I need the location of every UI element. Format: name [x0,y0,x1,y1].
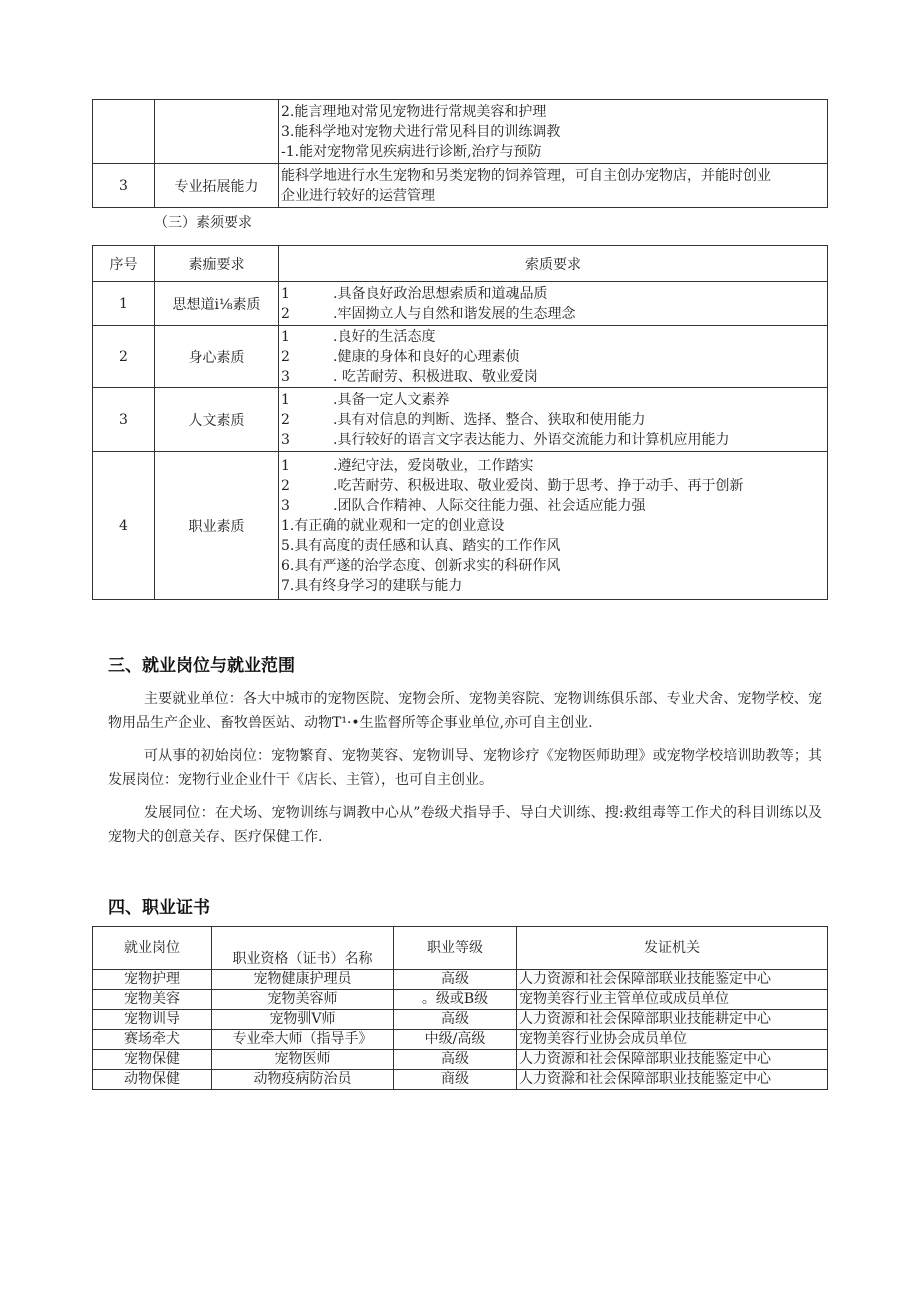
cell-post: 动物保健 [93,1070,212,1090]
list-item: 5.具有高度的责任感和认真、踏实的工作作风 [281,537,561,554]
table-row [93,1030,828,1050]
list-item: 3 .团队合作精神、人际交往能力强、社会适应能力强 [281,497,646,514]
cell-level: 中级/高级 [394,1030,517,1050]
list-item: 2 .吃苦耐劳、积极进取、敬业爱岗、勤于思考、挣于动手、再于创新 [281,477,744,494]
cell-org: 人力资源和社会保障部职业技能鉴定中心 [517,1050,828,1070]
content-line: 能科学地进行水生宠物和另类宠物的饲养管理，可自主创办宠物店，并能时创业 [281,167,771,184]
table-cell-num: 3 [93,388,155,452]
cell-cert: 宠物医师 [212,1050,394,1070]
list-item: 3 . 吃苦耐劳、积极进取、敬业爱岗 [281,368,538,385]
table-cell-name: 身心素质 [155,326,279,388]
quality-subtitle: （三）素须要求 [154,215,252,231]
table-cell-content [279,100,828,164]
table-cell-num: 1 [93,282,155,326]
cell-level: 商级 [394,1070,517,1090]
table-cell-num [93,100,155,164]
table-row [93,1050,828,1070]
quality-table [92,245,828,600]
list-item: 1 .具备一定人文素养 [281,391,450,408]
header-cert: 职业资格（证书）名称 [212,927,394,970]
section-heading-certificates: 四、职业证书 [108,898,210,918]
header-org: 发证机关 [517,927,828,970]
cell-level: 高级 [394,1050,517,1070]
table-cell-name: 思想道i⅛素质 [155,282,279,326]
list-item: 7.具有终身学习的建联与能力 [281,577,463,594]
paragraph-initial-posts: 可从事的初始岗位：宠物繁育、宠物荚容、宠物训导、宠物诊疗《宠物医师助理》或宠物学校培训助教等；其发展岗位：宠物行业企业什干《店长、主管），也可自主创业。 [108,748,822,788]
table-header-row [93,246,828,282]
list-item: 2 .具有对信息的判断、选择、整合、狭取和使用能力 [281,411,646,428]
header-post: 就业岗位 [93,927,212,970]
table-cell-content [279,326,828,388]
table-cell-num: 3 [93,164,155,208]
header-level: 职业等级 [394,927,517,970]
cell-post: 宠物训导 [93,1010,212,1030]
content-line: -1.能对宠物常见疾病进行诊断,治疗与预防 [281,143,542,160]
paragraph-main-units: 主要就业单位：各大中城市的宠物医院、宠物会所、宠物美容院、宠物训练俱乐部、专业犬舍、宠物学校、宠物用品生产企业、畜牧兽医站、动物T¹·•生监督所等企事业单位,亦可自主创业. [108,691,822,731]
cell-cert: 宠物健康护理员 [212,970,394,990]
list-item: 2 .健康的身体和良好的心理素侦 [281,348,520,365]
table-row [93,452,828,600]
certificate-table [92,926,828,1090]
list-item: 3 .具行较好的语言文字表达能力、外语交流能力和计算机应用能力 [281,431,730,448]
cell-cert: 宠物美容师 [212,990,394,1010]
table-cell-name [155,100,279,164]
cell-level: 高级 [394,970,517,990]
table-row [93,1070,828,1090]
header-num: 序号 [93,246,155,282]
list-item: 1 .遵纪守法，爱岗敬业，工作踏实 [281,457,534,474]
list-item: 1 .具备良好政治思想索质和道魂品质 [281,285,548,302]
header-name: 素痂要求 [155,246,279,282]
content-line: 3.能科学地对宠物犬进行常见科目的训练调教 [281,123,561,140]
cell-org: 人力资源和社会保障部职业技能耕定中心 [517,1010,828,1030]
cell-org: 人力资滁和社会保障部职业技能鉴定中心 [517,1070,828,1090]
table-cell-content [279,452,828,600]
table-row [93,282,828,326]
cell-post: 宠物护理 [93,970,212,990]
table-row [93,326,828,388]
ability-table [92,99,828,208]
content-line: 企业进行较好的运营管理 [281,187,435,204]
content-line: 2.能言理地对常见宠物进行常规美容和护理 [281,103,547,120]
table-row [93,1010,828,1030]
table-cell-content [279,388,828,452]
cell-cert: 动物疫病防治员 [212,1070,394,1090]
cell-post: 赛场牵犬 [93,1030,212,1050]
table-cell-name: 专业拓展能力 [155,164,279,208]
table-cell-num: 2 [93,326,155,388]
list-item: 1.有正确的就业观和一定的创业意设 [281,517,505,534]
table-row [93,970,828,990]
table-cell-content [279,282,828,326]
list-item: 2 .牢固拗立人与自然和谐发展的生态理念 [281,305,576,322]
table-header-row [93,927,828,970]
list-item: 1 .良好的生活态度 [281,328,436,345]
cell-cert: 宠物驯V师 [212,1010,394,1030]
cell-org: 人力资源和社会保障部联业技能鉴定中心 [517,970,828,990]
table-row [93,990,828,1010]
table-cell-name: 职业素质 [155,452,279,600]
cell-level: 。级或B级 [394,990,517,1010]
list-item: 6.具有严遂的治学态度、创新求实的科研作风 [281,557,561,574]
cell-org: 宠物美容行业协会成员单位 [517,1030,828,1050]
cell-post: 宠物美容 [93,990,212,1010]
table-row [93,100,828,164]
table-row [93,388,828,452]
table-cell-num: 4 [93,452,155,600]
paragraph-development: 发展同位：在犬场、宠物训练与调教中心从”卷级犬指导手、导白犬训练、搜:救组毒等工作犬的科目训练以及宠物犬的创意关存、医疗保健工作. [108,805,822,845]
table-cell-name: 人文素质 [155,388,279,452]
table-cell-content [279,164,828,208]
table-row [93,164,828,208]
header-content: 索质要求 [279,246,828,282]
cell-cert: 专业牵大师（指导手》 [212,1030,394,1050]
section-heading-employment: 三、就业岗位与就业范围 [108,656,295,676]
cell-org: 宠物美容行业主管单位或成员单位 [517,990,828,1010]
cell-level: 高级 [394,1010,517,1030]
cell-post: 宠物保健 [93,1050,212,1070]
